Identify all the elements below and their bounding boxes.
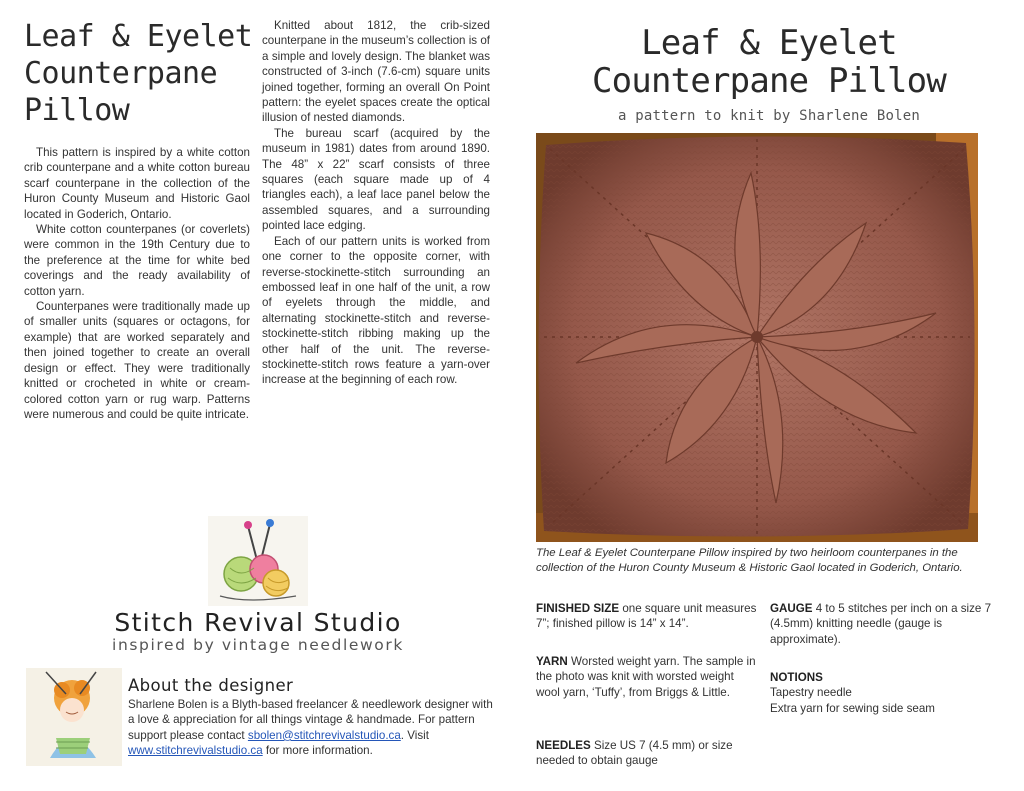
designer-bio (128, 697, 494, 759)
paragraph: Each of our pattern units is worked from one corner to the opposite corner, with reverse-stockinette-stitch surrounding an embossed leaf in one half of the unit, a row of eyelets through the middle, and alternating stockinette-stitch and reverse-stockinette-stitch ribbing making up the other half of the unit. The reverse-stockinette-stitch rows feature a yarn-over increase at the beginning of each row. (262, 234, 490, 387)
spec-needles (536, 738, 758, 769)
paragraph: Counterpanes were traditionally made up of smaller units (squares or octagons, for example) that are worked separately and then joined together to create an overall design or effect. They were traditionally knitted or crocheted in white or cream-colored cotton yarn or rug warp. Patterns were numerous and could be quite intricate. (24, 300, 250, 421)
paragraph: White cotton counterpanes (or coverlets) were common in the 19th Century due to the preference at the time for white bed coverings and the ready availability of cotton yarn. (24, 223, 250, 298)
support-email-link[interactable]: sbolen@stitchrevivalstudio.ca (247, 728, 401, 742)
spec-finished-size (536, 601, 758, 632)
cover-title: Leaf & Eyelet Counterpane Pillow (591, 23, 947, 101)
page-title: Leaf & Eyelet Counterpane Pillow (24, 19, 253, 128)
spec-text: Size US 7 (4.5 mm) or size needed to obtain gauge (536, 739, 733, 768)
spec-gauge (770, 601, 992, 647)
paragraph: The bureau scarf (acquired by the museum in 1981) dates from around 1890. The 48” x 22” scarf consists of three squares (each square made up of 4 triangles each), a leaf lace panel below the assembled squares, and a surrounding pointed lace edging. (262, 126, 490, 233)
designer-avatar (26, 668, 122, 766)
spec-label: NOTIONS (770, 671, 823, 684)
paragraph: Knitted about 1812, the crib-sized counterpane in the museum’s collection is of a simple and lovely design. The blanket was constructed of 3-inch (7.6-cm) square units joined together, forming an overall On Point pattern: the eyelet spaces create the optical illusion of nested diamonds. (262, 19, 490, 125)
spec-yarn (536, 654, 758, 700)
intro-column (24, 145, 250, 422)
designer-heading: About the designer (128, 676, 294, 695)
notion-item: Tapestry needle (770, 686, 852, 700)
bio-text: for more information. (262, 744, 373, 758)
spec-text: one square unit measures 7”; finished pillow is 14” x 14”. (536, 602, 757, 631)
spec-text: Worsted weight yarn. The sample in the photo was knit with worsted weight wool yarn, ‘Tuffy’, from Briggs & Little. (536, 655, 756, 699)
spec-label: GAUGE (770, 602, 813, 615)
website-link[interactable]: www.stitchrevivalstudio.ca (128, 744, 263, 758)
bio-text: . Visit (400, 728, 429, 742)
paragraph: This pattern is inspired by a white cotton crib counterpane and a white cotton bureau scarf counterpane in the collection of the Huron County Museum and Historic Gaol located in Goderich, Ontario. (24, 146, 250, 221)
pillow-photo (536, 133, 978, 542)
bio-text: Sharlene Bolen is a Blyth-based freelancer & needlework designer with a love & appreciation for all things vintage & handmade. For pattern support please contact (128, 698, 493, 742)
spec-notions (770, 670, 992, 716)
spec-label: FINISHED SIZE (536, 602, 620, 615)
studio-logo (100, 516, 416, 654)
studio-tagline: inspired by vintage needlework (112, 636, 404, 654)
spec-label: NEEDLES (536, 739, 591, 752)
yarn-basket-icon (208, 516, 308, 606)
studio-name: Stitch Revival Studio (114, 608, 402, 637)
spec-label: YARN (536, 655, 568, 668)
history-column (262, 18, 490, 388)
cover-subtitle: a pattern to knit by Sharlene Bolen (617, 108, 920, 124)
spec-text: 4 to 5 stitches per inch on a size 7 (4.5mm) knitting needle (gauge is approximate). (770, 602, 992, 646)
notion-item: Extra yarn for sewing side seam (770, 701, 935, 715)
photo-caption: The Leaf & Eyelet Counterpane Pillow inspired by two heirloom counterpanes in the collection of the Huron County Museum & Historic Gaol located in Goderich, Ontario. (536, 547, 963, 575)
